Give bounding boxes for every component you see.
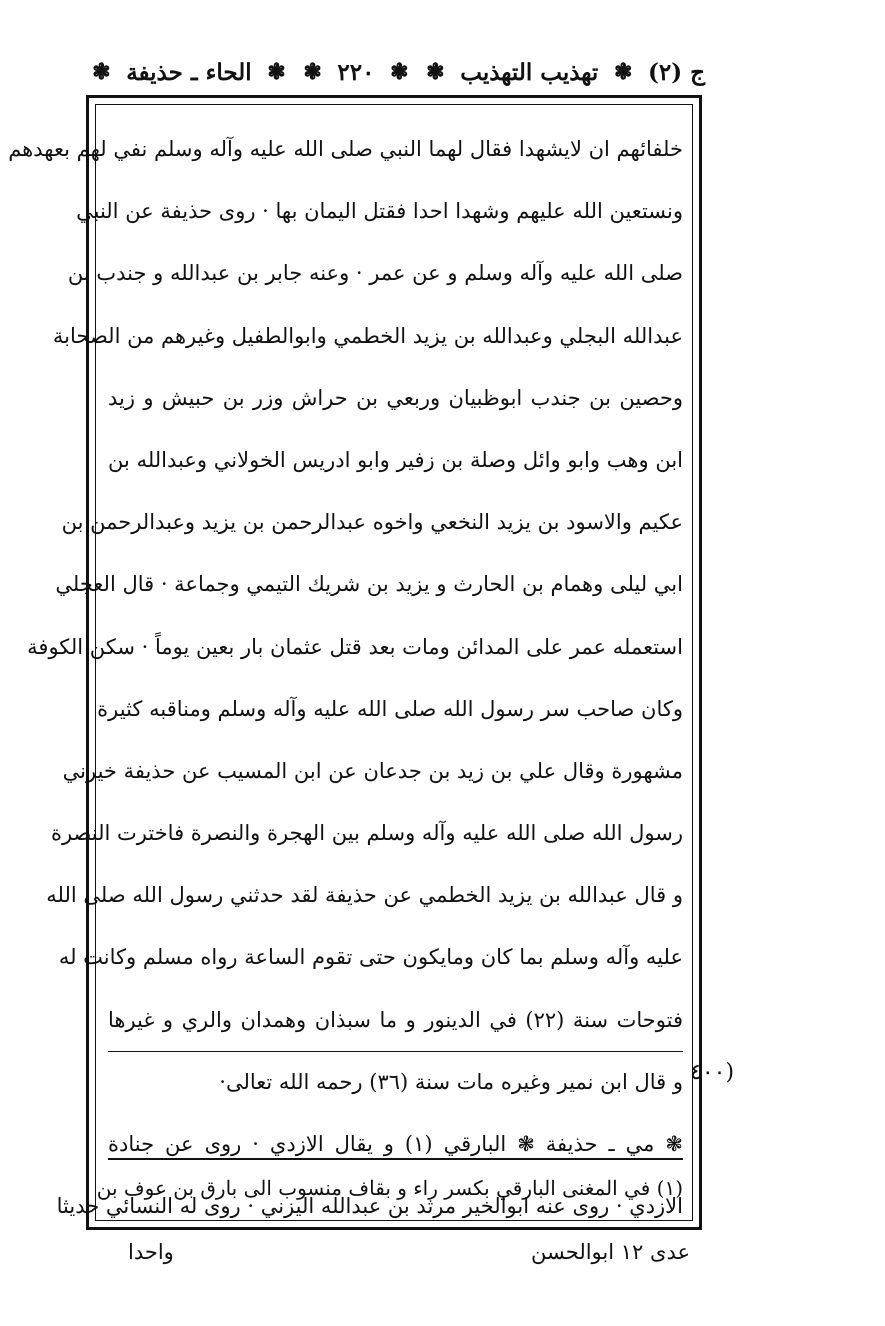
catchword: واحدا: [128, 1240, 174, 1264]
text-line: عكيم والاسود بن يزيد النخعي واخوه عبدالرحمن بن يزيد وعبدالرحمن بن: [61, 510, 683, 535]
text-line: استعمله عمر على المدائن ومات بعد قتل عثمان بار بعين يوماً · سكن الكوفة: [27, 634, 683, 659]
flower-ornament-icon: ❃: [613, 59, 633, 85]
text-line: صلى الله عليه وآله وسلم و عن عمر · وعنه جابر بن عبدالله و جندب بن: [67, 261, 683, 286]
flower-ornament-icon: ❃: [267, 59, 286, 85]
footnote: (١) في المغنى البارقي بكسر راء و بقاف منسوب الى بارق بن عوف بن: [96, 1176, 683, 1200]
text-line: ونستعين الله عليهم وشهدا احدا فقتل اليمان بها · روى حذيفة عن النبي: [76, 199, 683, 224]
text-line: مشهورة وقال علي بن زيد بن جدعان عن ابن المسيب عن حذيفة خيرني: [62, 758, 683, 783]
text-line: وكان صاحب سر رسول الله صلى الله عليه وآله وسلم ومناقبه كثيرة: [97, 696, 683, 721]
running-header: [90, 50, 705, 94]
text-line: خلفائهم ان لايشهدا فقال لهما النبي صلى الله عليه وآله وسلم نفي لهم بعهدهم: [8, 137, 683, 161]
book-title: تهذيب التهذيب: [460, 58, 599, 86]
text-line: رسول الله صلى الله عليه وآله وسلم بين الهجرة والنصرة فاخترت النصرة: [50, 821, 683, 846]
entry-text-line: الازدي · روى عنه ابوالخير مرثد بن عبدالله اليزني · روى له النسائي حديثا: [56, 1194, 683, 1219]
footnote-divider: [108, 1158, 683, 1160]
text-line: ابي ليلى وهمام بن الحارث و يزيد بن شريك التيمي وجماعة · قال العجلي: [55, 572, 683, 597]
text-line: فتوحات سنة (٢٢) في الدينور و ما سبذان وهمدان والري و غيرها: [108, 1007, 683, 1032]
printer-signature: عدى ١٢ ابوالحسن: [531, 1240, 690, 1264]
flower-ornament-icon: ❃: [390, 59, 409, 85]
main-text-block: [8, 118, 683, 1237]
page-number: ٢٢٠: [337, 58, 375, 86]
flower-ornament-icon: ❃: [92, 59, 111, 85]
text-line: و قال ابن نمير وغيره مات سنة (٣٦) رحمه الله تعالى·: [219, 1069, 683, 1094]
text-line: و قال عبدالله بن يزيد الخطمي عن حذيفة لقد حدثني رسول الله صلى الله: [46, 883, 683, 908]
text-line: عبدالله البجلي وعبدالله بن يزيد الخطمي وابوالطفيل وغيرهم من الصحابة: [52, 323, 683, 348]
entry-heading-line: ❃ مي ـ حذيفة ❃ البارقي (١) و يقال الازدي · روى عن جنادة: [108, 1132, 683, 1156]
text-line: وحصين بن جندب ابوظبيان وربعي بن حراش وزر بن حبيش و زيد: [108, 385, 683, 410]
entry-divider: [108, 1051, 683, 1052]
entry-number: (٤٠٠: [690, 1060, 735, 1085]
flower-ornament-icon: ❃: [426, 59, 445, 85]
text-line: ابن وهب وابو وائل وصلة بن زفير وابو ادريس الخولاني وعبدالله بن: [108, 447, 683, 472]
text-line: عليه وآله وسلم بما كان ومايكون حتى تقوم الساعة رواه مسلم وكانت له: [58, 945, 683, 970]
section-title: الحاء ـ حذيفة: [126, 58, 252, 86]
volume-label: ج (٢): [648, 58, 705, 86]
flower-ornament-icon: ❃: [303, 59, 322, 85]
